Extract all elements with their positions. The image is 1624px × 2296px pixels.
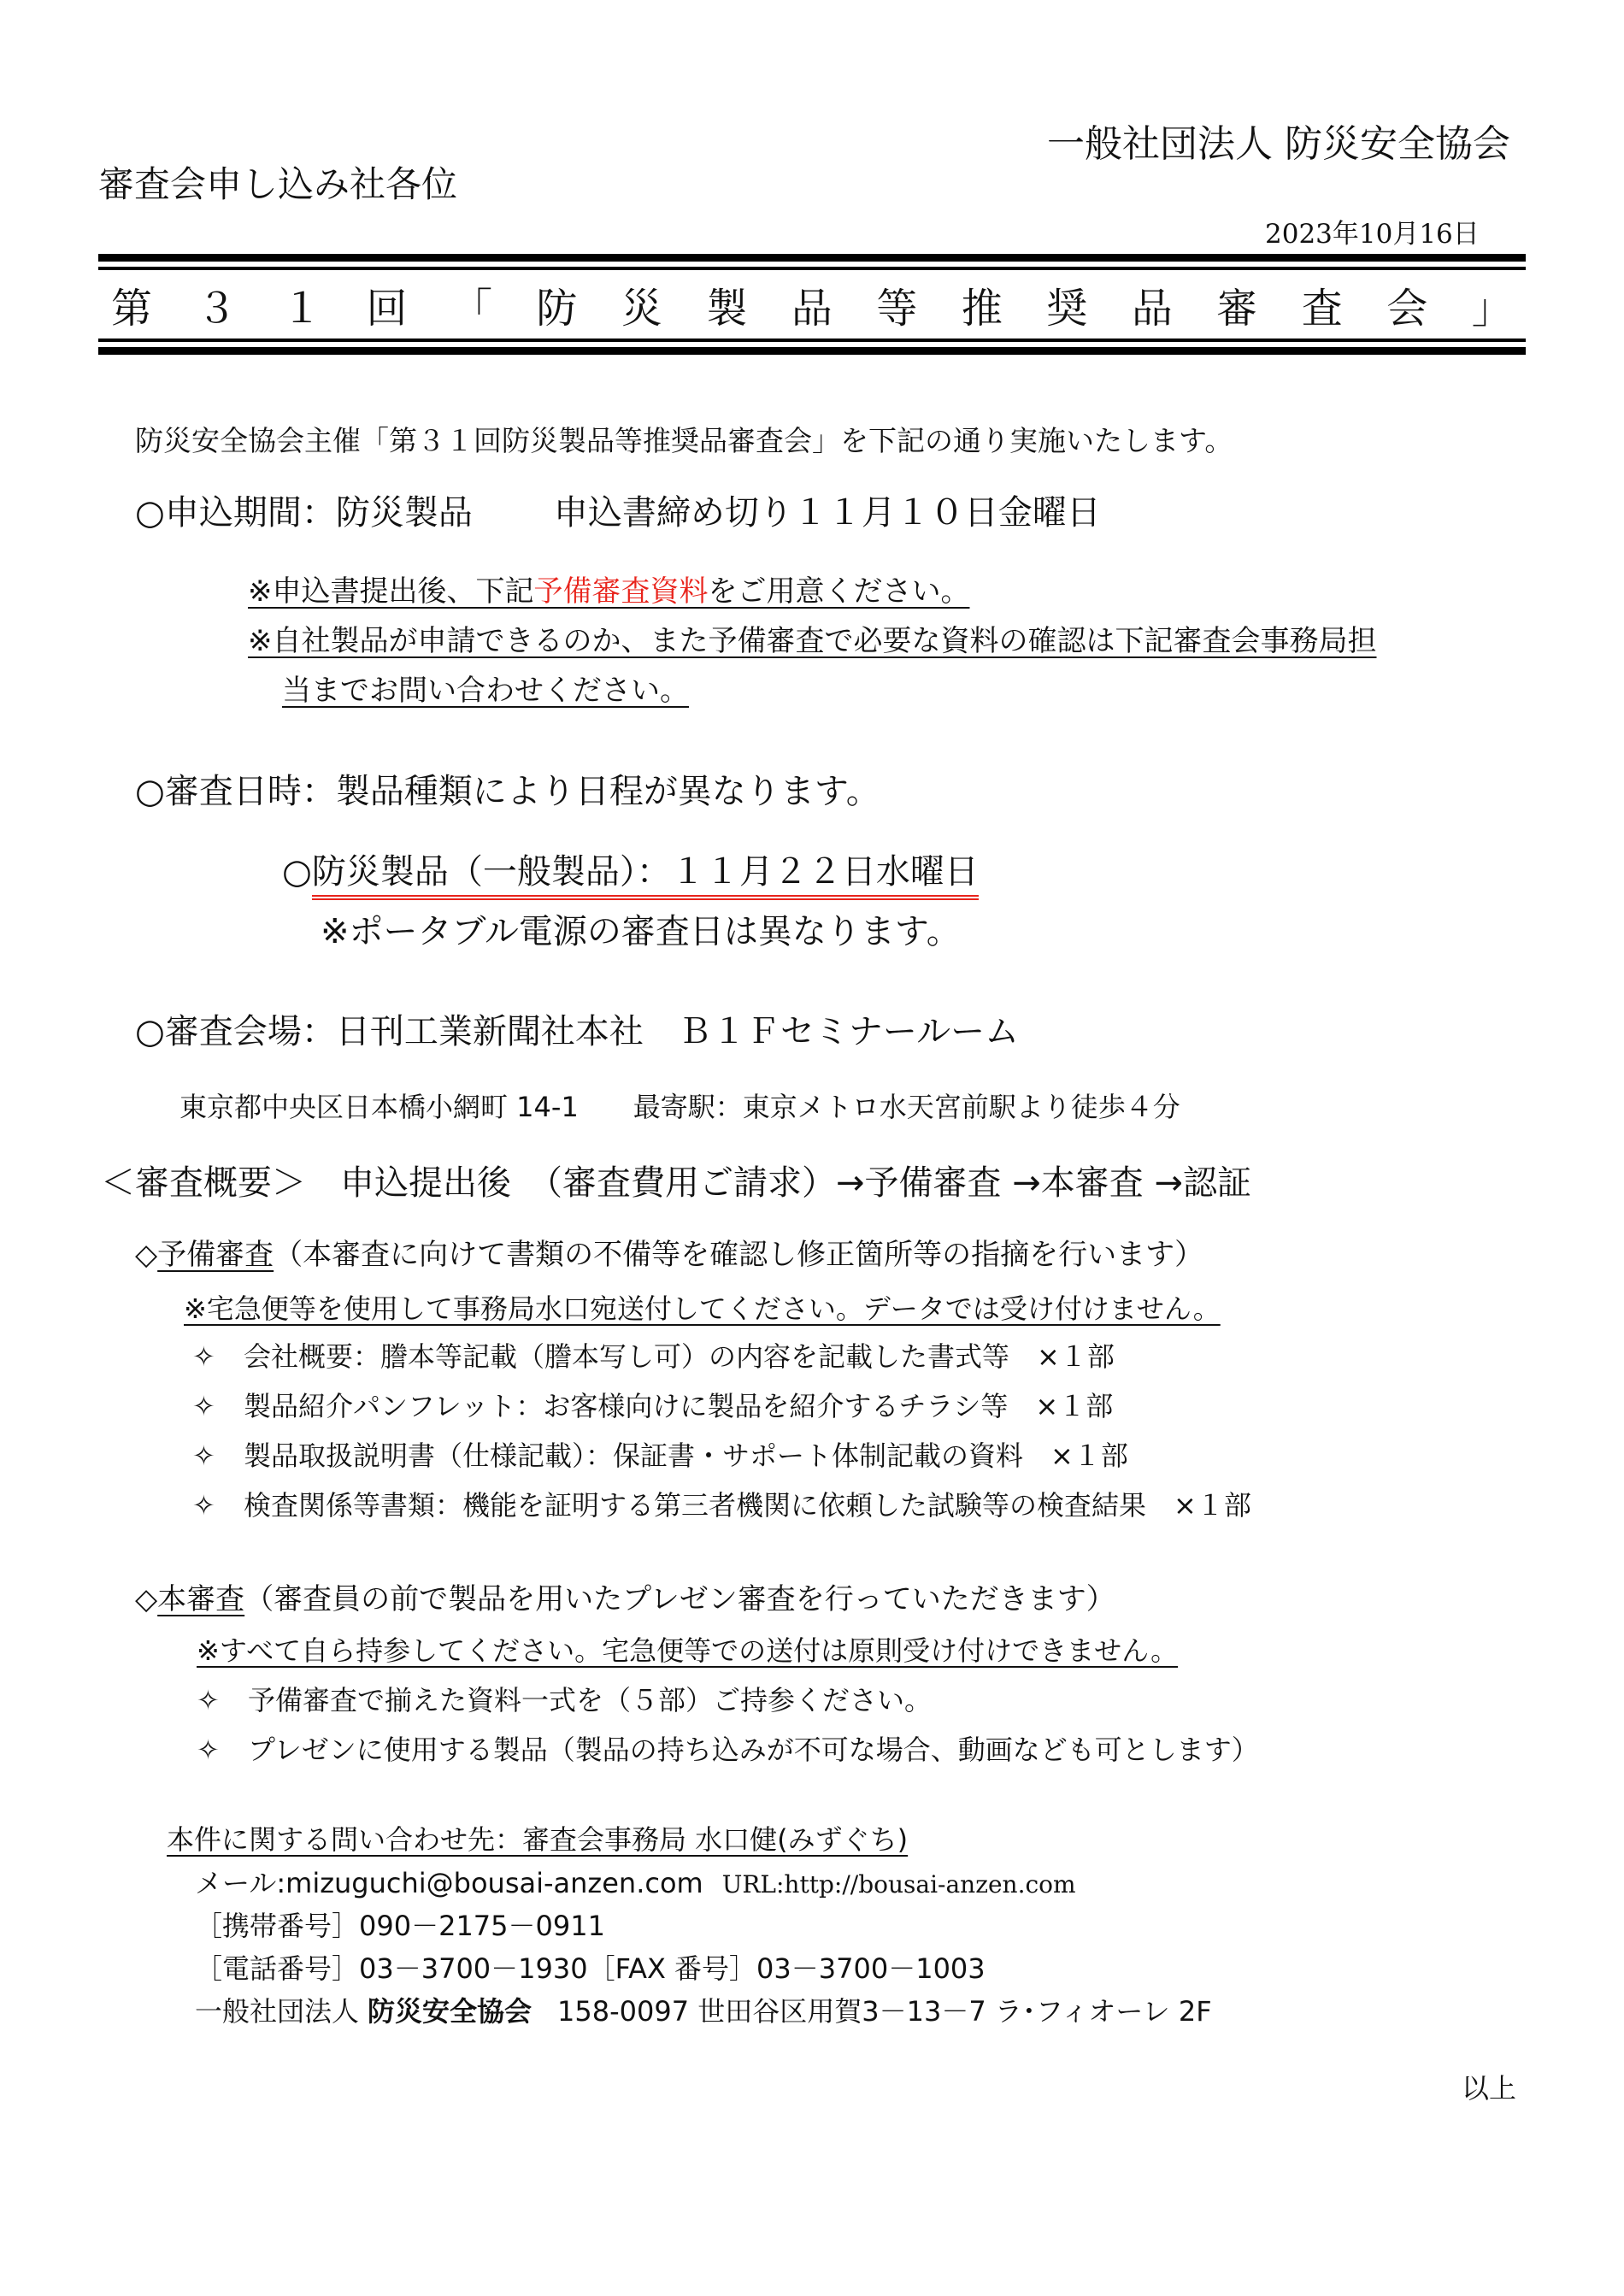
title-char: 等 xyxy=(876,284,918,333)
org-name: 防災安全協会 xyxy=(368,1995,533,2028)
contact-phone-fax: ［電話番号］03－3700－1930［FAX 番号］03－3700－1003 xyxy=(195,1952,986,1985)
title-char: 推 xyxy=(961,284,1003,333)
list-item xyxy=(197,1679,932,1718)
contact-mobile: ［携帯番号］090－2175－0911 xyxy=(195,1910,605,1942)
title-char: 製 xyxy=(706,284,748,333)
list-item xyxy=(197,1728,1259,1768)
title-rule-top-thin xyxy=(98,267,1526,270)
diamond-icon: ◇ xyxy=(135,1582,158,1616)
venue-address: 東京都中央区日本橋小網町 14-1 最寄駅：東京メトロ水天宮前駅より徒歩４分 xyxy=(179,1091,1180,1123)
title-char: 」 xyxy=(1471,284,1513,333)
sparkle-bullet-icon: ✧ xyxy=(192,1390,215,1422)
title-char: 品 xyxy=(1131,284,1173,333)
sparkle-bullet-icon: ✧ xyxy=(197,1734,220,1766)
list-item xyxy=(192,1434,1128,1474)
sparkle-bullet-icon: ✧ xyxy=(192,1439,215,1472)
main-review-desc: （審査員の前で製品を用いたプレゼン審査を行っていただきます） xyxy=(244,1582,1115,1616)
title-char: 査 xyxy=(1301,284,1343,333)
main-review-note: ※すべて自ら持参してください。宅急便等での送付は原則受け付けできません。 xyxy=(197,1634,1179,1667)
sparkle-bullet-icon: ✧ xyxy=(197,1684,220,1716)
note-text: ※申込書提出後、下記 xyxy=(248,574,534,609)
review-overview: ＜審査概要＞ 申込提出後 （審査費用ご請求）→予備審査 →本審査 →認証 xyxy=(101,1163,1251,1203)
title-char: 品 xyxy=(791,284,833,333)
contact-email[interactable]: メール:mizuguchi@bousai-anzen.com xyxy=(195,1867,703,1899)
title-char: 審 xyxy=(1216,284,1258,333)
title-char: １ xyxy=(280,284,322,333)
sparkle-bullet-icon: ✧ xyxy=(192,1489,215,1522)
schedule-portable-power-note: ※ポータブル電源の審査日は異なります。 xyxy=(321,912,961,951)
application-note-materials xyxy=(248,568,970,609)
preliminary-review-desc: （本審査に向けて書類の不備等を確認し修正箇所等の指摘を行います） xyxy=(274,1238,1204,1272)
contact-url[interactable]: URL:http://bousai-anzen.com xyxy=(721,1870,1076,1899)
sparkle-bullet-icon: ✧ xyxy=(192,1340,215,1373)
preliminary-review-note: ※宅急便等を使用して事務局水口宛送付してください。データでは受け付けません。 xyxy=(184,1292,1221,1325)
main-review-heading xyxy=(135,1575,1115,1617)
review-venue: ○審査会場：日刊工業新聞社本社 Ｂ１Ｆセミナールーム xyxy=(135,1012,1020,1051)
title-rule-top-thick xyxy=(98,254,1526,262)
list-item-text: 会社概要：謄本等記載（謄本写し可）の内容を記載した書式等 ×１部 xyxy=(244,1340,1115,1373)
addressee: 審査会申し込み社各位 xyxy=(98,163,458,205)
list-item-text: 製品取扱説明書（仕様記載）：保証書・サポート体制記載の資料 ×１部 xyxy=(244,1439,1128,1472)
document-title xyxy=(98,272,1526,337)
schedule-circle-bullet: ○ xyxy=(282,852,312,892)
note-text: をご用意ください。 xyxy=(708,574,970,609)
org-address: 158-0097 世田谷区用賀3－13－7 ラ･フィオーレ 2F xyxy=(557,1995,1212,2028)
title-char: 災 xyxy=(621,284,662,333)
org-prefix: 一般社団法人 xyxy=(195,1995,360,2028)
title-rule-bottom-thick xyxy=(98,347,1526,355)
diamond-icon: ◇ xyxy=(135,1238,158,1272)
list-item-text: 製品紹介パンフレット：お客様向けに製品を紹介するチラシ等 ×１部 xyxy=(244,1390,1114,1422)
list-item xyxy=(192,1335,1115,1375)
list-item-text: 予備審査で揃えた資料一式を（５部）ご持参ください。 xyxy=(248,1684,933,1716)
title-char: 会 xyxy=(1386,284,1428,333)
title-char: ３ xyxy=(196,284,238,333)
application-period xyxy=(135,486,1101,534)
schedule-general-products xyxy=(282,845,979,893)
title-rule-bottom-thin xyxy=(98,339,1526,342)
contact-heading: 本件に関する問い合わせ先：審査会事務局 水口健(みずぐち) xyxy=(167,1823,909,1856)
application-note-inquiry-line2: 当までお問い合わせください。 xyxy=(282,674,689,708)
application-period-label: ○申込期間：防災製品 xyxy=(135,493,473,533)
list-item-text: 検査関係等書類：機能を証明する第三者機関に依頼した試験等の検査結果 ×１部 xyxy=(244,1489,1251,1522)
title-char: 防 xyxy=(536,284,578,333)
preliminary-review-title: 予備審査 xyxy=(157,1238,274,1272)
schedule-general-date: 防災製品（一般製品）：１１月２２日水曜日 xyxy=(312,852,979,900)
intro-text: 防災安全協会主催「第３１回防災製品等推奨品審査会」を下記の通り実施いたします。 xyxy=(135,424,1233,457)
contact-organization xyxy=(195,1990,1212,2029)
title-char: 回 xyxy=(366,284,408,333)
review-schedule: ○審査日時：製品種類により日程が異なります。 xyxy=(135,772,880,811)
main-review-title: 本審査 xyxy=(157,1582,245,1616)
application-deadline: 申込書締め切り１１月１０日金曜日 xyxy=(553,493,1101,533)
list-item xyxy=(192,1484,1251,1523)
title-char: 「 xyxy=(450,284,492,333)
preliminary-materials-highlight: 予備審査資料 xyxy=(533,574,709,609)
issuer-organization: 一般社団法人 防災安全協会 xyxy=(1047,122,1510,166)
closing-text: 以上 xyxy=(1462,2072,1517,2105)
title-char: 第 xyxy=(111,284,153,333)
preliminary-review-heading xyxy=(135,1231,1203,1273)
title-char: 奨 xyxy=(1046,284,1088,333)
contact-email-row xyxy=(195,1862,1076,1901)
application-note-inquiry-line1: ※自社製品が申請できるのか、また予備審査で必要な資料の確認は下記審査会事務局担 xyxy=(248,624,1377,658)
document-date: 2023年10月16日 xyxy=(1265,219,1480,250)
list-item xyxy=(192,1385,1113,1424)
list-item-text: プレゼンに使用する製品（製品の持ち込みが不可な場合、動画なども可とします） xyxy=(248,1734,1259,1766)
